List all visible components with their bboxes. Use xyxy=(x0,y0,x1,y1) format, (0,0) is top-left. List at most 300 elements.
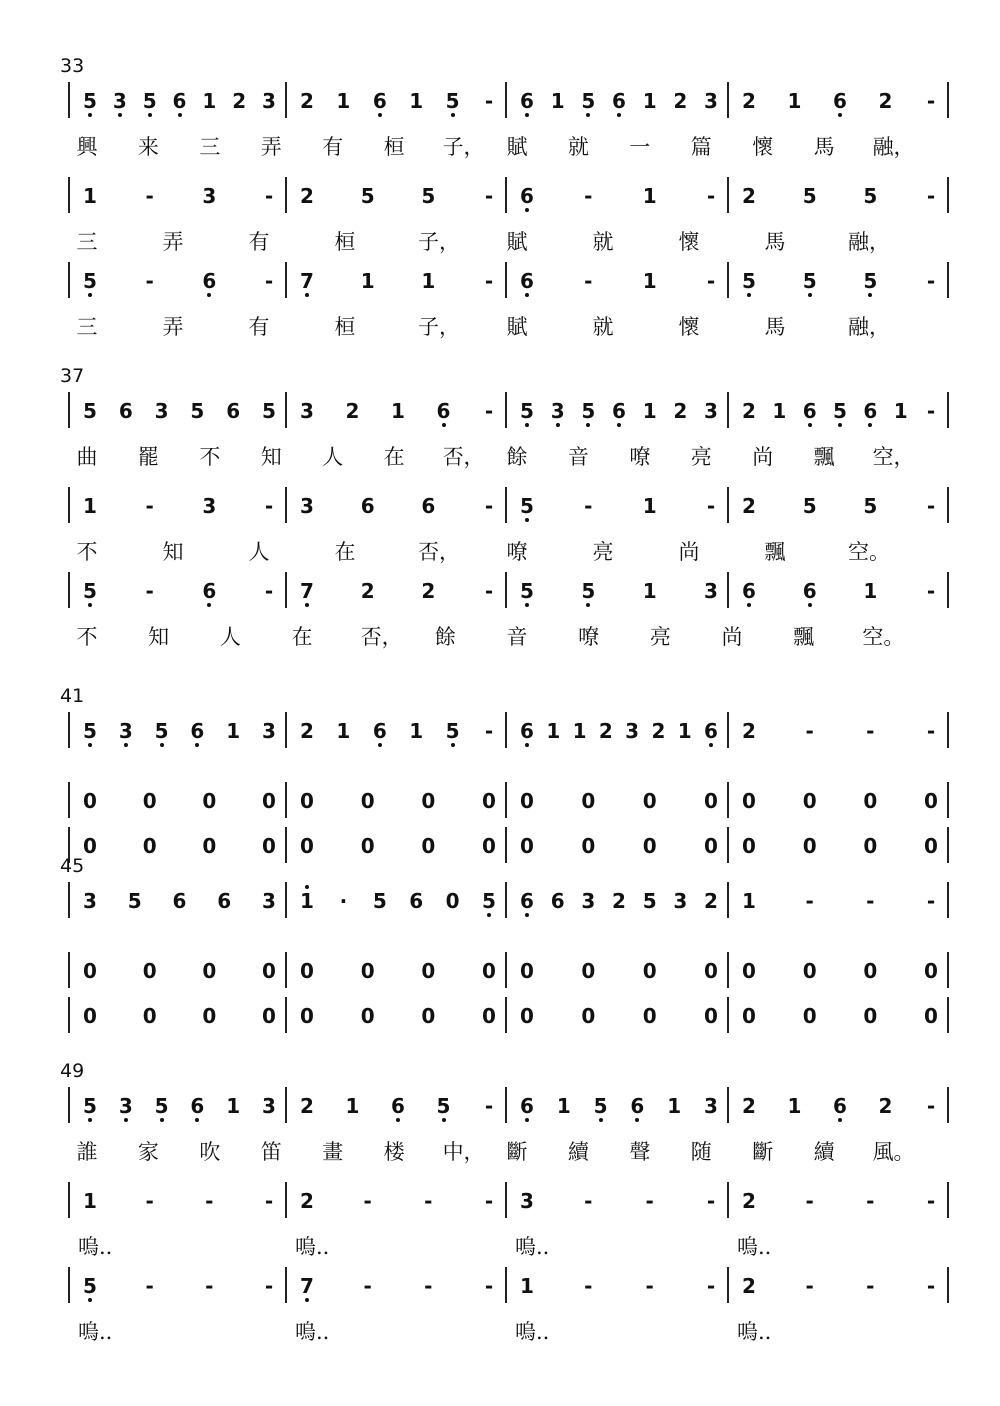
rest-note xyxy=(640,960,660,982)
note xyxy=(152,720,172,742)
note-digit: 3 xyxy=(154,399,169,423)
note-digit: - xyxy=(805,1274,814,1298)
note xyxy=(860,185,880,207)
rest-note xyxy=(80,835,100,857)
rest-note xyxy=(800,835,820,857)
note xyxy=(830,90,850,112)
note-digit: - xyxy=(584,184,593,208)
rest-note xyxy=(921,1005,941,1027)
note xyxy=(800,495,820,517)
note-digit: 0 xyxy=(360,959,375,983)
note-digit: - xyxy=(484,494,494,518)
note xyxy=(358,185,378,207)
barline xyxy=(727,177,729,213)
barline xyxy=(727,262,729,298)
barline xyxy=(727,82,729,118)
lyric-syllable: 在 xyxy=(291,625,313,649)
note-digit: 2 xyxy=(742,1189,756,1213)
lyric-syllable: 馬 xyxy=(764,230,786,254)
barline xyxy=(727,1182,729,1218)
note-digit: 6 xyxy=(612,89,626,113)
rest-note xyxy=(860,790,880,812)
note-digit: 5 xyxy=(154,719,169,743)
measure-number: 41 xyxy=(60,685,85,707)
lyric-syllable: 亮 xyxy=(690,445,712,469)
rest-note xyxy=(517,960,537,982)
note xyxy=(670,400,690,422)
barline xyxy=(727,712,729,748)
rest-note xyxy=(921,960,941,982)
note-digit: 5 xyxy=(445,89,460,113)
note-digit: 6 xyxy=(833,89,847,113)
low-octave-dot xyxy=(88,293,92,297)
note-digit: - xyxy=(866,889,875,913)
dash-note xyxy=(140,185,160,207)
note xyxy=(609,890,629,912)
note-digit: 0 xyxy=(300,789,314,813)
barline xyxy=(68,712,70,748)
note xyxy=(517,90,537,112)
note-digit: 6 xyxy=(172,89,187,113)
note xyxy=(739,580,759,602)
rest-note xyxy=(140,960,160,982)
note xyxy=(640,400,660,422)
note-digit: 0 xyxy=(742,1004,756,1028)
lyric-syllable: 空。 xyxy=(862,625,905,649)
note-digit: - xyxy=(484,719,494,743)
note-digit: 0 xyxy=(262,1004,276,1028)
low-octave-dot xyxy=(442,1118,446,1122)
dash-note xyxy=(259,185,279,207)
note-digit: 1 xyxy=(863,579,878,603)
note xyxy=(80,1095,100,1117)
note-digit: 0 xyxy=(863,959,878,983)
note-digit: 6 xyxy=(190,719,205,743)
note xyxy=(80,270,100,292)
note xyxy=(116,400,136,422)
rest-note xyxy=(140,1005,160,1027)
barline xyxy=(947,827,949,863)
lyric-syllable: 笛 xyxy=(260,1140,282,1164)
note xyxy=(596,720,616,742)
note-digit: 6 xyxy=(833,1094,847,1118)
note-digit: 3 xyxy=(262,89,276,113)
barline xyxy=(68,572,70,608)
note-digit: 5 xyxy=(642,889,657,913)
note-digit: 0 xyxy=(520,1004,534,1028)
note xyxy=(297,890,317,912)
low-octave-dot xyxy=(88,1298,92,1302)
note-digit: - xyxy=(926,1189,936,1213)
lyric-syllable: 嘹 xyxy=(578,625,600,649)
dash-note xyxy=(479,270,499,292)
dash-note xyxy=(479,580,499,602)
lyric-syllable: 空， xyxy=(872,445,915,469)
lyric-syllable: 嗚.. xyxy=(78,1320,113,1344)
dash-note xyxy=(418,1275,438,1297)
note-digit: - xyxy=(424,1274,433,1298)
note xyxy=(199,185,219,207)
barline xyxy=(285,392,287,428)
note-digit: 6 xyxy=(550,889,565,913)
low-octave-dot xyxy=(586,423,590,427)
lyric-syllable: 在 xyxy=(334,540,356,564)
note-digit: - xyxy=(264,269,274,293)
note xyxy=(297,90,317,112)
note-digit: 0 xyxy=(482,1004,496,1028)
barline xyxy=(947,392,949,428)
note-digit: 1 xyxy=(391,399,405,423)
note-digit: 2 xyxy=(742,89,756,113)
lyric-syllable: 人 xyxy=(322,445,344,469)
note xyxy=(333,90,353,112)
note xyxy=(876,90,896,112)
barline xyxy=(947,882,949,918)
note xyxy=(297,270,317,292)
note xyxy=(443,90,463,112)
note xyxy=(578,890,598,912)
barline xyxy=(947,177,949,213)
lyric-syllable: 吹 xyxy=(199,1140,221,1164)
note xyxy=(80,1275,100,1297)
note-digit: 3 xyxy=(262,1094,276,1118)
note-digit: 1 xyxy=(360,269,375,293)
barline xyxy=(285,1087,287,1123)
dash-note xyxy=(701,495,721,517)
barline xyxy=(505,997,507,1033)
note xyxy=(860,580,880,602)
note xyxy=(418,580,438,602)
note xyxy=(570,720,590,742)
dash-note xyxy=(199,1190,219,1212)
barline xyxy=(285,712,287,748)
note xyxy=(187,400,207,422)
note xyxy=(259,1095,279,1117)
barline xyxy=(285,82,287,118)
note-digit: 1 xyxy=(83,494,97,518)
low-octave-dot xyxy=(599,1118,603,1122)
note xyxy=(223,1095,243,1117)
note-digit: - xyxy=(145,184,154,208)
note-digit: 5 xyxy=(802,494,817,518)
dash-note xyxy=(860,720,880,742)
note xyxy=(701,400,721,422)
lyric-syllable: 知 xyxy=(148,625,170,649)
note-digit: 1 xyxy=(787,89,802,113)
dash-note xyxy=(140,580,160,602)
note xyxy=(229,90,249,112)
note-digit: 2 xyxy=(878,89,893,113)
barline xyxy=(68,177,70,213)
dash-note xyxy=(921,580,941,602)
dash-note xyxy=(479,1095,499,1117)
lyric-syllable: 有 xyxy=(248,230,270,254)
barline xyxy=(285,572,287,608)
lyric-syllable: 就 xyxy=(567,135,589,159)
note-digit: - xyxy=(926,579,936,603)
lyric-syllable: 桓 xyxy=(334,230,356,254)
note-digit: 1 xyxy=(642,579,657,603)
rest-note xyxy=(259,790,279,812)
dash-note xyxy=(860,1275,880,1297)
note-digit: 2 xyxy=(612,889,626,913)
note-digit: 1 xyxy=(83,1189,97,1213)
barline xyxy=(947,952,949,988)
note-digit: 0 xyxy=(421,1004,436,1028)
note-digit: 1 xyxy=(409,89,424,113)
note-digit: 0 xyxy=(704,959,718,983)
dash-note xyxy=(578,1190,598,1212)
note-digit: 0 xyxy=(704,1004,718,1028)
note-digit: 1 xyxy=(520,1274,534,1298)
note-digit: - xyxy=(264,184,274,208)
note xyxy=(578,400,598,422)
note xyxy=(769,400,789,422)
note-digit: 1 xyxy=(409,719,424,743)
lyric-syllable: 嗚.. xyxy=(78,1235,113,1259)
note-digit: 2 xyxy=(232,89,247,113)
note-digit: 5 xyxy=(581,399,596,423)
lyric-syllable: 融， xyxy=(848,315,890,339)
note xyxy=(701,90,721,112)
note xyxy=(622,720,642,742)
note xyxy=(80,1190,100,1212)
note-digit: 0 xyxy=(581,1004,596,1028)
note xyxy=(259,720,279,742)
lyric-syllable: 子， xyxy=(442,135,485,159)
note-digit: 0 xyxy=(642,959,657,983)
note xyxy=(80,720,100,742)
lyric-syllable: 不 xyxy=(76,625,98,649)
note-digit: 2 xyxy=(704,889,718,913)
note-digit: 0 xyxy=(642,1004,657,1028)
note xyxy=(110,90,130,112)
note-digit: 6 xyxy=(372,89,387,113)
note xyxy=(517,1095,537,1117)
note-digit: 6 xyxy=(360,494,375,518)
dash-note xyxy=(259,1275,279,1297)
lyric-syllable: 懷 xyxy=(678,315,700,339)
note xyxy=(860,495,880,517)
note xyxy=(170,890,190,912)
note xyxy=(140,90,160,112)
lyric-syllable: 不 xyxy=(199,445,221,469)
note xyxy=(548,400,568,422)
note-digit: 3 xyxy=(704,1094,718,1118)
barline xyxy=(505,827,507,863)
note xyxy=(739,1275,759,1297)
note xyxy=(388,1095,408,1117)
rest-note xyxy=(860,960,880,982)
note-digit: 2 xyxy=(742,494,756,518)
barline xyxy=(68,487,70,523)
note-digit: 3 xyxy=(202,184,217,208)
rest-note xyxy=(800,790,820,812)
barline xyxy=(727,487,729,523)
barline xyxy=(285,262,287,298)
note-digit: - xyxy=(926,889,936,913)
note-digit: 3 xyxy=(581,889,596,913)
low-octave-dot xyxy=(160,1118,164,1122)
note-digit: - xyxy=(363,1274,372,1298)
dash-note xyxy=(259,270,279,292)
lyric-syllable: 篇 xyxy=(690,135,712,159)
note-digit: 6 xyxy=(436,399,451,423)
note xyxy=(830,1095,850,1117)
note-digit: - xyxy=(926,1274,936,1298)
note-digit: - xyxy=(926,184,936,208)
dash-note xyxy=(578,270,598,292)
note xyxy=(370,90,390,112)
note xyxy=(297,720,317,742)
note-digit: 0 xyxy=(262,959,276,983)
barline xyxy=(727,1267,729,1303)
note xyxy=(80,90,100,112)
note xyxy=(297,580,317,602)
note xyxy=(125,890,145,912)
rest-note xyxy=(578,790,598,812)
note xyxy=(152,400,172,422)
note xyxy=(418,495,438,517)
rest-note xyxy=(80,960,100,982)
low-octave-dot xyxy=(525,603,529,607)
note-digit: 2 xyxy=(742,1094,756,1118)
barline xyxy=(285,827,287,863)
lyric-syllable: 三 xyxy=(199,135,221,159)
rest-note xyxy=(418,1005,438,1027)
dash-note xyxy=(479,185,499,207)
rest-note xyxy=(140,835,160,857)
note xyxy=(297,185,317,207)
note-digit: 5 xyxy=(421,184,436,208)
lyric-syllable: 融， xyxy=(848,230,890,254)
note-digit: 1 xyxy=(677,719,692,743)
rest-note xyxy=(259,1005,279,1027)
note-digit: 6 xyxy=(409,889,424,913)
note-digit: 1 xyxy=(226,719,241,743)
lyric-syllable: 嗚.. xyxy=(515,1320,550,1344)
rest-note xyxy=(479,1005,499,1027)
note-digit: 0 xyxy=(863,789,878,813)
note xyxy=(640,270,660,292)
note-digit: 0 xyxy=(802,834,817,858)
note xyxy=(739,185,759,207)
note-digit: 0 xyxy=(924,959,938,983)
note xyxy=(187,720,207,742)
note-digit: 0 xyxy=(924,834,938,858)
note-digit: - xyxy=(706,269,716,293)
lyric-syllable: 賦 xyxy=(506,135,528,159)
dash-note xyxy=(578,495,598,517)
note xyxy=(297,1275,317,1297)
note-digit: 0 xyxy=(262,834,276,858)
note-digit: 2 xyxy=(651,719,666,743)
note-digit: 0 xyxy=(581,789,596,813)
note-digit: 3 xyxy=(262,719,276,743)
note xyxy=(785,90,805,112)
lyric-syllable: 尚 xyxy=(752,445,774,469)
note xyxy=(152,1095,172,1117)
note xyxy=(664,1095,684,1117)
note-digit: - xyxy=(484,1189,494,1213)
note-digit: 5 xyxy=(593,1094,608,1118)
note xyxy=(80,400,100,422)
note xyxy=(891,400,911,422)
note-digit: 0 xyxy=(802,789,817,813)
barline xyxy=(727,882,729,918)
note xyxy=(627,1095,647,1117)
barline xyxy=(947,1087,949,1123)
rest-note xyxy=(358,1005,378,1027)
note-digit: 2 xyxy=(300,719,314,743)
note-digit: 5 xyxy=(863,184,878,208)
dash-note xyxy=(921,185,941,207)
barline xyxy=(505,952,507,988)
note-digit: 5 xyxy=(482,889,496,913)
dash-note xyxy=(860,1190,880,1212)
low-octave-dot xyxy=(617,113,621,117)
note xyxy=(670,90,690,112)
note xyxy=(701,720,721,742)
low-octave-dot xyxy=(124,1118,128,1122)
lyric-syllable: 嗚.. xyxy=(295,1235,330,1259)
note xyxy=(609,90,629,112)
lyric-syllable: 否， xyxy=(442,445,485,469)
note-digit: 2 xyxy=(878,1094,893,1118)
note-digit: 6 xyxy=(630,1094,645,1118)
note xyxy=(670,890,690,912)
lyric-syllable: 一 xyxy=(629,135,651,159)
note xyxy=(297,400,317,422)
barline xyxy=(68,1087,70,1123)
low-octave-dot xyxy=(118,113,122,117)
low-octave-dot xyxy=(88,743,92,747)
barline xyxy=(285,952,287,988)
lyric-syllable: 嗚.. xyxy=(515,1235,550,1259)
note-digit: 6 xyxy=(802,579,817,603)
lyric-syllable: 楼 xyxy=(383,1140,405,1164)
note-digit: 6 xyxy=(520,89,534,113)
rest-note xyxy=(80,1005,100,1027)
lyric-syllable: 桓 xyxy=(383,135,405,159)
note xyxy=(701,890,721,912)
lyric-syllable: 音 xyxy=(506,625,528,649)
note xyxy=(418,185,438,207)
note xyxy=(199,580,219,602)
lyric-syllable: 否， xyxy=(360,625,403,649)
rest-note xyxy=(259,835,279,857)
note-digit: - xyxy=(805,719,814,743)
dash-note xyxy=(199,1275,219,1297)
note xyxy=(675,720,695,742)
barline xyxy=(285,1182,287,1218)
note-digit: 0 xyxy=(300,959,314,983)
dash-note xyxy=(800,1275,820,1297)
note-digit: 1 xyxy=(546,719,561,743)
note-digit: 0 xyxy=(360,1004,375,1028)
rest-note xyxy=(297,1005,317,1027)
note-digit: - xyxy=(706,1189,716,1213)
lyric-syllable: 懷 xyxy=(678,230,700,254)
note-digit: 2 xyxy=(360,579,375,603)
lyric-syllable: 嘹 xyxy=(506,540,528,564)
note-digit: 3 xyxy=(704,89,718,113)
note xyxy=(297,1190,317,1212)
note-digit: - xyxy=(484,184,494,208)
note xyxy=(609,400,629,422)
rest-note xyxy=(800,1005,820,1027)
dash-note xyxy=(358,1190,378,1212)
